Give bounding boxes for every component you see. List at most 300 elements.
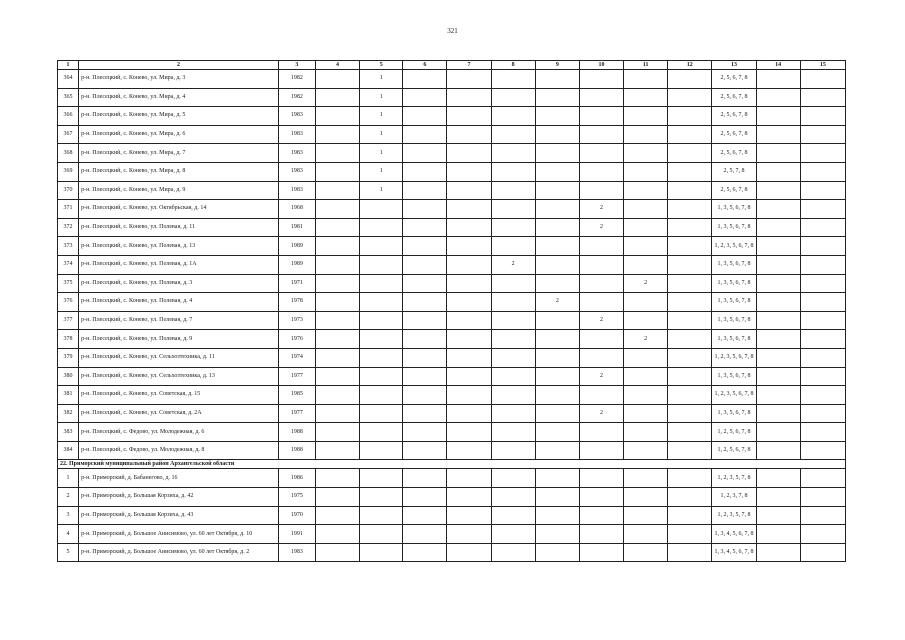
table-cell [756,423,800,442]
table-cell: 1974 [278,348,315,367]
table-cell [403,348,447,367]
table-row [58,423,846,442]
table-cell [360,311,403,330]
table-cell: р-н. Плесецкий, с. Конево, ул. Полевая, д. 1А [79,255,279,274]
table-cell [756,525,800,544]
table-cell [756,543,800,562]
table-cell [447,255,491,274]
table-cell: р-н. Приморский, д. Бабанегово, д. 16 [79,469,279,488]
table-cell [535,506,579,525]
table-cell [491,107,535,126]
table-cell [491,162,535,181]
table-cell: 1976 [278,330,315,349]
table-cell: 1, 2, 3, 7, 8 [712,488,756,507]
table-cell: 370 [58,181,79,200]
table-cell [535,255,579,274]
table-cell: 1, 3, 5, 6, 7, 8 [712,293,756,312]
table-cell: р-н. Приморский, д. Большая Корзиха, д. 42 [79,488,279,507]
table-cell [403,218,447,237]
table-row [58,506,846,525]
table-row [58,144,846,163]
table-cell [624,423,668,442]
table-cell: 4 [58,525,79,544]
table-cell [756,386,800,405]
table-cell [579,70,623,89]
table-cell [403,88,447,107]
table-cell [447,274,491,293]
table-cell [800,162,845,181]
table-cell [403,488,447,507]
table-cell [800,469,845,488]
table-cell: 1 [360,88,403,107]
table-cell [624,293,668,312]
table-cell [360,255,403,274]
table-cell [447,237,491,256]
table-cell [491,274,535,293]
table-cell: 379 [58,348,79,367]
table-cell [535,162,579,181]
table-row [58,330,846,349]
table-cell [315,255,359,274]
table-cell [800,404,845,423]
table-cell [360,488,403,507]
table-cell [668,543,712,562]
table-cell: 1983 [278,162,315,181]
table-cell [624,441,668,460]
column-header: 5 [360,61,403,70]
table-cell [403,144,447,163]
table-cell [668,367,712,386]
table-cell: 1983 [278,181,315,200]
table-cell [624,543,668,562]
table-cell [360,348,403,367]
table-cell [403,506,447,525]
column-header: 9 [535,61,579,70]
table-cell [535,107,579,126]
table-cell [315,386,359,405]
table-cell [315,488,359,507]
table-cell [403,70,447,89]
table-cell [447,348,491,367]
table-cell [800,441,845,460]
table-cell [756,367,800,386]
table-cell: 1977 [278,367,315,386]
table-cell [579,162,623,181]
table-cell [491,348,535,367]
table-cell [756,237,800,256]
table-cell [491,404,535,423]
table-cell: 1, 3, 5, 6, 7, 8 [712,274,756,293]
table-cell [403,404,447,423]
table-cell [447,311,491,330]
table-cell [447,125,491,144]
table-cell: р-н. Плесецкий, с. Конево, ул. Мира, д. 6 [79,125,279,144]
table-cell [315,293,359,312]
table-cell [579,107,623,126]
table-cell [800,255,845,274]
table-cell [447,506,491,525]
table-cell [403,293,447,312]
table-cell [756,88,800,107]
table-cell: 2, 5, 7, 8 [712,162,756,181]
table-cell [535,181,579,200]
table-cell: 1, 3, 5, 6, 7, 8 [712,218,756,237]
column-header: 11 [624,61,668,70]
table-cell [360,386,403,405]
table-cell [668,525,712,544]
table-row [58,293,846,312]
table-cell [491,367,535,386]
table-cell [668,181,712,200]
table-cell [403,525,447,544]
table-cell [668,255,712,274]
table-cell: 1983 [278,543,315,562]
table-cell: 1981 [278,218,315,237]
table-cell [315,348,359,367]
table-cell [447,181,491,200]
table-cell [491,543,535,562]
table-cell [491,237,535,256]
table-cell: 366 [58,107,79,126]
table-cell [403,441,447,460]
table-cell [491,469,535,488]
table-cell: 1 [360,107,403,126]
table-row [58,88,846,107]
table-cell [491,311,535,330]
table-cell [447,488,491,507]
table-cell [315,423,359,442]
table-cell: 2 [491,255,535,274]
table-cell [315,367,359,386]
table-cell: 1, 2, 5, 6, 7, 8 [712,423,756,442]
table-cell [624,386,668,405]
table-cell [535,274,579,293]
table-cell [800,293,845,312]
table-cell [535,70,579,89]
table-cell: 2 [579,200,623,219]
table-cell [624,162,668,181]
table-cell [491,88,535,107]
table-cell: р-н. Приморский, д. Большое Анисимово, ул. 60 лет Октября, д. 10 [79,525,279,544]
table-cell: 1989 [278,255,315,274]
table-cell [668,125,712,144]
table-cell [360,293,403,312]
table-cell: р-н. Плесецкий, с. Конево, ул. Полевая, д. 3 [79,274,279,293]
table-cell [624,506,668,525]
section-heading-row [58,460,846,469]
table-cell: 1982 [278,88,315,107]
table-cell [668,293,712,312]
table-cell: р-н. Плесецкий, с. Конево, ул. Мира, д. 5 [79,107,279,126]
column-header: 6 [403,61,447,70]
table-cell: 374 [58,255,79,274]
table-cell [403,200,447,219]
table-cell [800,488,845,507]
table-cell [315,125,359,144]
table-cell [360,525,403,544]
table-row [58,469,846,488]
table-cell: 2 [624,330,668,349]
column-header-row [58,61,846,70]
table-cell [800,386,845,405]
table-cell: р-н. Плесецкий, с. Конево, ул. Сельхозтехника, д. 11 [79,348,279,367]
table-cell [668,311,712,330]
table-cell [624,107,668,126]
table-cell [800,330,845,349]
table-cell: 1989 [278,237,315,256]
table-cell [447,88,491,107]
page-number: 321 [447,27,458,35]
table-row [58,441,846,460]
table-cell [447,293,491,312]
table-cell [800,237,845,256]
table-cell [535,441,579,460]
table-cell: 371 [58,200,79,219]
table-cell: 1 [360,70,403,89]
table-cell [579,386,623,405]
column-header: 2 [79,61,279,70]
table-cell [315,404,359,423]
table-row [58,348,846,367]
table-cell [535,469,579,488]
table-cell [535,125,579,144]
table-cell: 1, 2, 3, 5, 7, 8 [712,506,756,525]
table-cell: 1, 3, 5, 6, 7, 8 [712,404,756,423]
table-cell [668,200,712,219]
table-cell [579,506,623,525]
table-cell: 2 [535,293,579,312]
table-cell [800,200,845,219]
table-row [58,107,846,126]
table-cell: 1968 [278,200,315,219]
table-cell: р-н. Плесецкий, с. Конево, ул. Мира, д. 8 [79,162,279,181]
table-cell [579,237,623,256]
table-row [58,237,846,256]
column-header: 7 [447,61,491,70]
table-cell [447,404,491,423]
table-cell [668,88,712,107]
table-cell [800,144,845,163]
table-cell [403,423,447,442]
table-cell [535,144,579,163]
table-cell [624,488,668,507]
table-cell [447,107,491,126]
table-cell [756,488,800,507]
column-header: 1 [58,61,79,70]
table-cell [447,543,491,562]
table-cell: 1, 2, 3, 5, 6, 7, 8 [712,237,756,256]
table-cell [579,423,623,442]
table-cell [315,441,359,460]
table-cell [360,274,403,293]
table-row [58,274,846,293]
table-cell: р-н. Плесецкий, с. Конево, ул. Мира, д. 9 [79,181,279,200]
table-cell [447,70,491,89]
table-cell [315,181,359,200]
table-cell [800,125,845,144]
table-cell: 1986 [278,469,315,488]
table-cell [579,348,623,367]
table-cell [800,218,845,237]
table-cell [535,200,579,219]
table-cell: 1973 [278,311,315,330]
table-cell [668,348,712,367]
table-cell [535,348,579,367]
table-cell [624,125,668,144]
table-cell [756,404,800,423]
table-cell [447,469,491,488]
table-cell: р-н. Плесецкий, с. Конево, ул. Мира, д. 4 [79,88,279,107]
table-cell: 1, 3, 5, 6, 7, 8 [712,200,756,219]
table-cell [624,237,668,256]
table-cell [491,125,535,144]
table-cell [756,506,800,525]
table-cell [800,506,845,525]
table-cell [447,330,491,349]
table-cell [756,311,800,330]
table-cell [668,274,712,293]
table-row [58,404,846,423]
table-cell [315,70,359,89]
table-cell [535,423,579,442]
table-cell [800,525,845,544]
table-cell: 1 [360,125,403,144]
table-cell: р-н. Плесецкий, с. Конево, ул. Сельхозтехника, д. 13 [79,367,279,386]
table-cell: 1, 2, 3, 5, 6, 7, 8 [712,386,756,405]
table-cell: 1, 3, 4, 5, 6, 7, 8 [712,525,756,544]
table-row [58,525,846,544]
table-cell [491,488,535,507]
table-cell [535,543,579,562]
table-cell: 2 [624,274,668,293]
table-cell [624,525,668,544]
table-cell: 372 [58,218,79,237]
table-cell [800,70,845,89]
table-cell [315,200,359,219]
table-cell: 373 [58,237,79,256]
table-row [58,386,846,405]
table-cell [624,367,668,386]
table-cell [579,469,623,488]
table-cell: 1988 [278,441,315,460]
table-cell [360,237,403,256]
table-cell: 382 [58,404,79,423]
table-cell [491,70,535,89]
table-cell [447,423,491,442]
table-cell [668,506,712,525]
table-cell: 1988 [278,423,315,442]
table-cell [756,70,800,89]
table-cell [624,88,668,107]
table-cell [315,144,359,163]
table-cell [447,200,491,219]
table-cell [403,162,447,181]
table-row [58,367,846,386]
table-cell [447,162,491,181]
table-cell [800,181,845,200]
table-cell [800,543,845,562]
table-cell [403,237,447,256]
table-cell [403,107,447,126]
table-cell [315,88,359,107]
table-cell: 1977 [278,404,315,423]
table-cell [315,274,359,293]
table-cell [756,441,800,460]
table-row [58,125,846,144]
table-cell [491,200,535,219]
table-cell [491,181,535,200]
table-cell [315,162,359,181]
table-cell [579,125,623,144]
column-header: 15 [800,61,845,70]
table-cell: 1975 [278,488,315,507]
table-cell: 365 [58,88,79,107]
table-cell: р-н. Плесецкий, с. Федово, ул. Молодежная, д. 8 [79,441,279,460]
table-row [58,200,846,219]
table-cell [579,525,623,544]
table-cell: 2 [579,367,623,386]
table-cell [491,386,535,405]
table-cell [360,506,403,525]
table-cell: р-н. Плесецкий, с. Конево, ул. Полевая, д. 11 [79,218,279,237]
table-cell [360,200,403,219]
table-cell [756,200,800,219]
table-cell: 368 [58,144,79,163]
table-cell [447,525,491,544]
table-cell: 1 [360,162,403,181]
table-cell [403,311,447,330]
table-cell [668,144,712,163]
table-cell [315,237,359,256]
table-cell [668,237,712,256]
table-row [58,255,846,274]
table-cell: 2 [58,488,79,507]
table-cell: 1971 [278,274,315,293]
table-cell: 2, 5, 6, 7, 8 [712,107,756,126]
table-cell [668,162,712,181]
table-cell [403,543,447,562]
table-row [58,543,846,562]
table-cell [535,367,579,386]
table-cell [579,543,623,562]
table-cell [579,181,623,200]
table-cell: 376 [58,293,79,312]
table-cell: 1 [360,144,403,163]
table-cell [800,88,845,107]
table-cell [360,441,403,460]
table-row [58,181,846,200]
table-cell [360,469,403,488]
table-cell [447,367,491,386]
table-cell: р-н. Плесецкий, с. Конево, ул. Мира, д. 3 [79,70,279,89]
table-cell [403,330,447,349]
table-cell [624,348,668,367]
table-cell: р-н. Плесецкий, с. Конево, ул. Советская, д. 2А [79,404,279,423]
table-cell: 375 [58,274,79,293]
column-header: 10 [579,61,623,70]
table-cell [491,293,535,312]
table-cell: 381 [58,386,79,405]
table-cell: 1991 [278,525,315,544]
table-cell [756,125,800,144]
table-cell: 2, 5, 6, 7, 8 [712,144,756,163]
table-cell: 1 [58,469,79,488]
table-cell [579,441,623,460]
table-cell: 1985 [278,386,315,405]
table-cell: 2, 5, 6, 7, 8 [712,125,756,144]
table-cell [624,404,668,423]
table-cell: 369 [58,162,79,181]
